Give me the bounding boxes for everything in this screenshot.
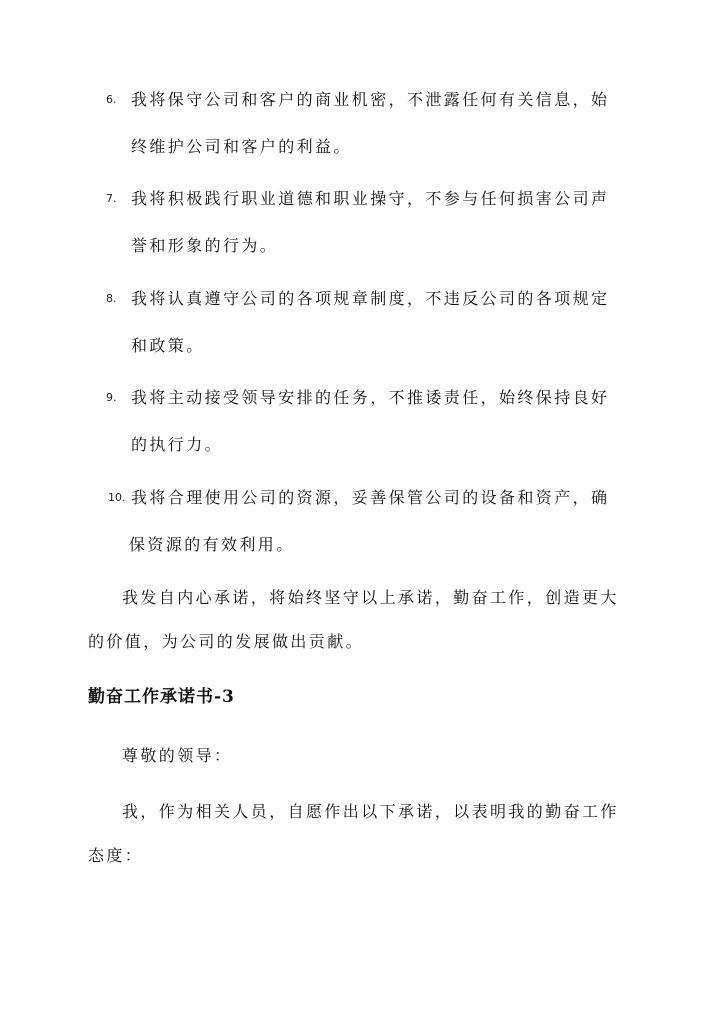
- list-item-text-continued: 保资源的有效利用。: [129, 535, 295, 554]
- salutation-text: 尊敬的领导：: [122, 746, 233, 765]
- list-item-text: 我将合理使用公司的资源，妥善保管公司的设备和资产，确: [131, 488, 610, 507]
- list-item-text-continued: 誉和形象的行为。: [131, 236, 279, 255]
- list-item-number: 8.: [106, 292, 117, 305]
- list-item-number: 7.: [106, 192, 117, 205]
- list-item-text: 我将保守公司和客户的商业机密，不泄露任何有关信息，始: [131, 90, 610, 109]
- list-item-7: [88, 187, 628, 259]
- list-item-text-continued: 和政策。: [131, 336, 205, 355]
- list-item-text: 我将认真遵守公司的各项规章制度，不违反公司的各项规定: [131, 289, 610, 308]
- intro-paragraph: [88, 800, 633, 872]
- list-item-text-continued: 的执行力。: [131, 435, 224, 454]
- list-item-8: [88, 287, 628, 359]
- list-item-number: 9.: [106, 391, 117, 404]
- intro-line-2: 态度：: [88, 846, 144, 865]
- list-item-9: [88, 386, 628, 458]
- list-item-6: [88, 88, 628, 160]
- list-item-text-continued: 终维护公司和客户的利益。: [131, 137, 352, 156]
- salutation: [88, 744, 633, 768]
- list-item-number: 6.: [106, 93, 117, 106]
- list-item-number: 10.: [108, 491, 126, 504]
- intro-line-1: 我，作为相关人员，自愿作出以下承诺，以表明我的勤奋工作: [122, 802, 619, 821]
- list-item-text: 我将主动接受领导安排的任务，不推诿责任，始终保持良好: [131, 388, 610, 407]
- closing-line-1: 我发自内心承诺，将始终坚守以上承诺，勤奋工作，创造更大: [122, 588, 619, 607]
- closing-paragraph: [88, 586, 633, 658]
- list-item-text: 我将积极践行职业道德和职业操守，不参与任何损害公司声: [131, 189, 610, 208]
- section-title: 勤奋工作承诺书-3: [88, 687, 235, 707]
- list-item-10: [88, 486, 628, 558]
- closing-line-2: 的价值，为公司的发展做出贡献。: [88, 632, 365, 651]
